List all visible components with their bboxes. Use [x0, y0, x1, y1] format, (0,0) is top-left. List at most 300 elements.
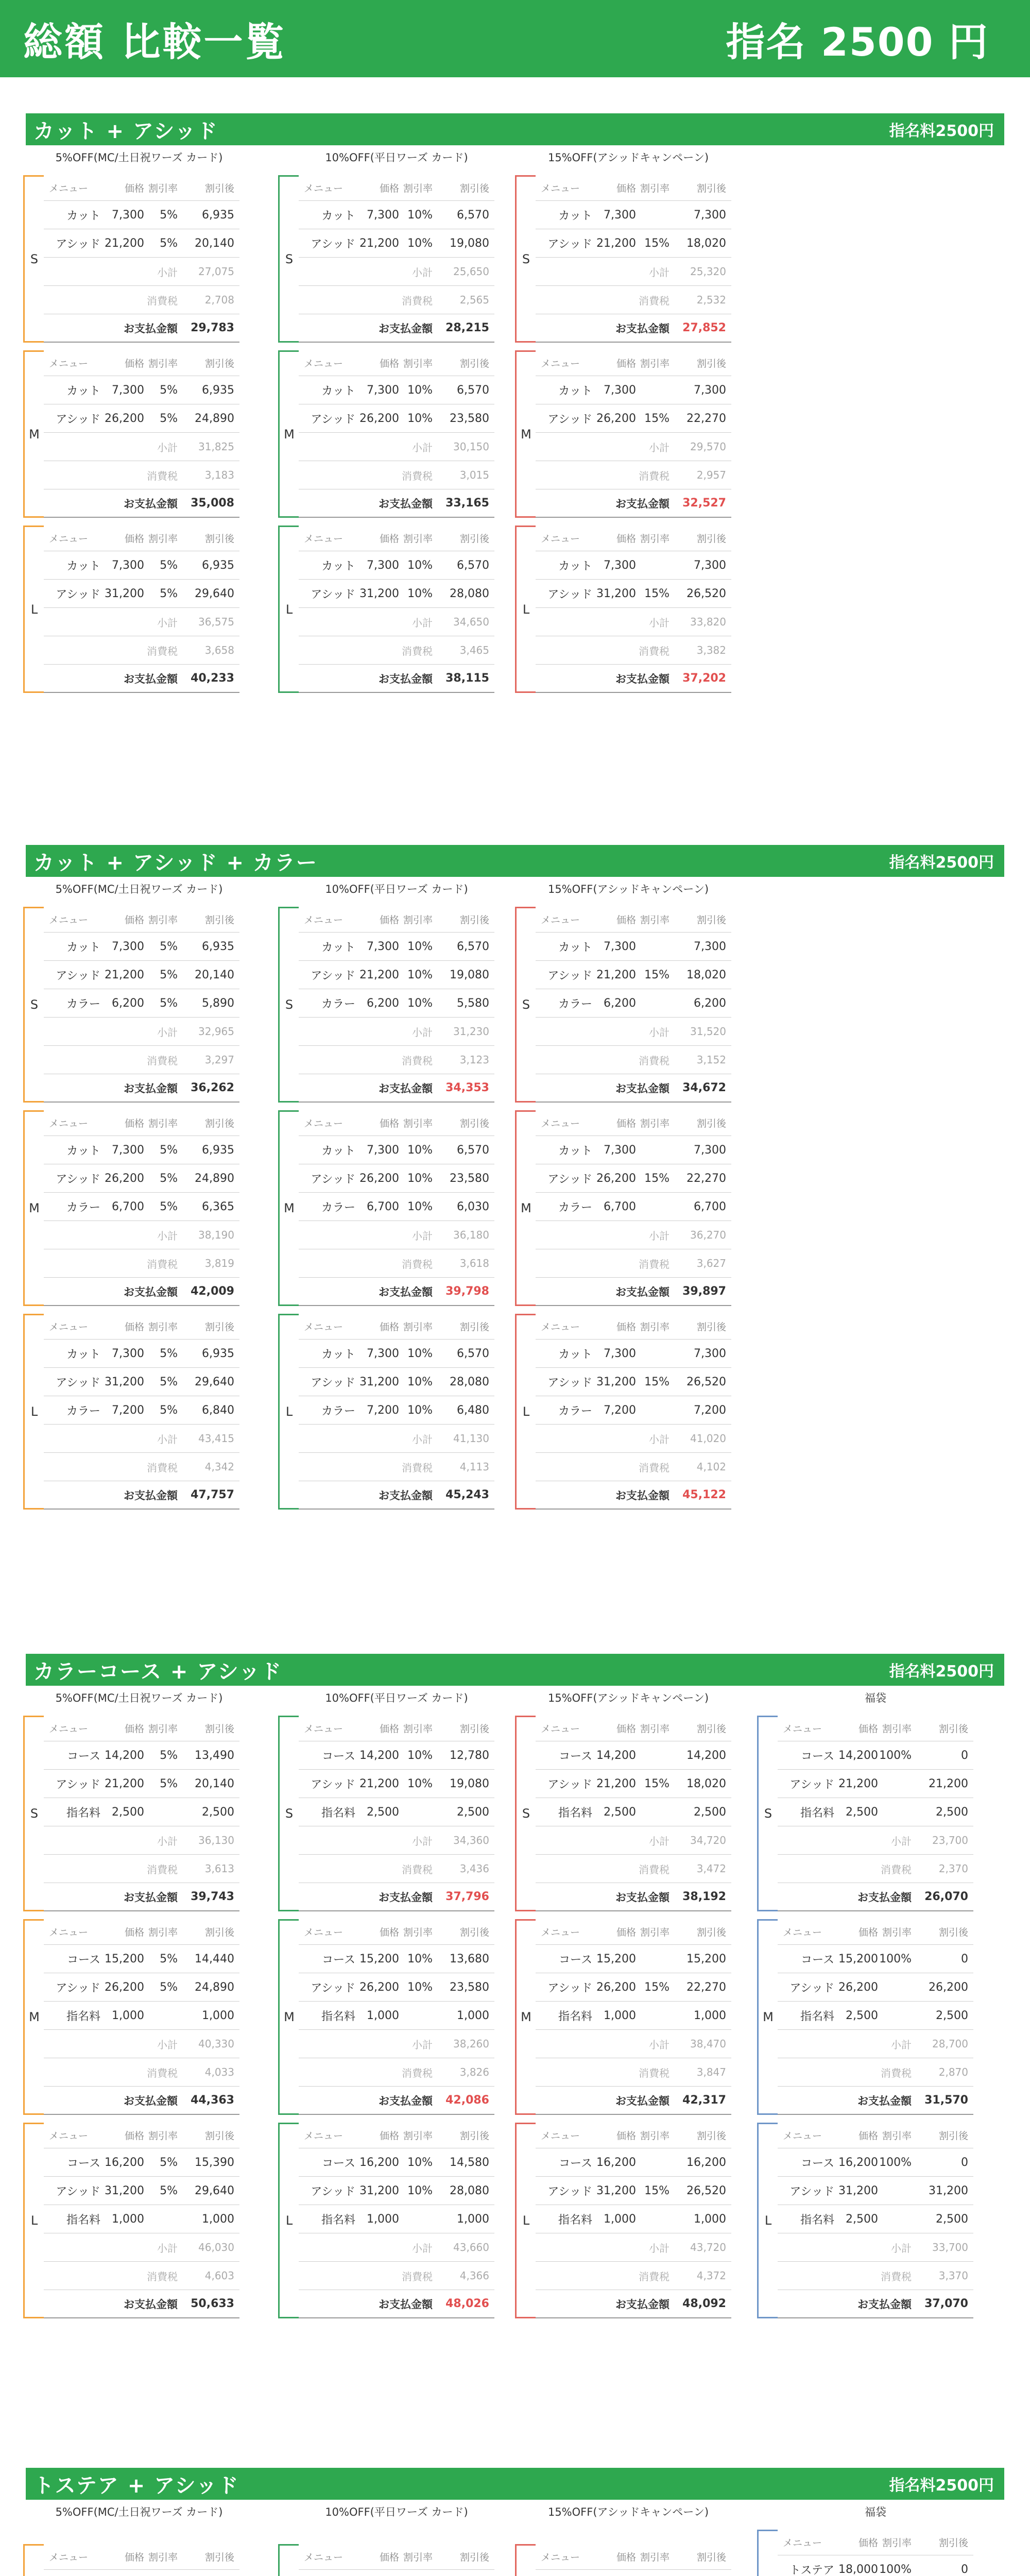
header-cell: 割引後 [204, 358, 234, 369]
table-row [299, 2002, 494, 2030]
size-bracket [278, 526, 299, 693]
size-label: M [284, 1201, 295, 1215]
discounted-price: 1,000 [202, 2009, 234, 2022]
table-header [536, 175, 731, 201]
menu-name: カラー [558, 997, 592, 1011]
price: 31,200 [359, 2184, 399, 2197]
table-row [299, 376, 494, 404]
total-label: お支払金額 [615, 1082, 670, 1095]
price: 14,200 [105, 1749, 144, 1762]
menu-name: アシッド [547, 588, 592, 601]
header-cell: 割引率 [882, 2537, 912, 2549]
price: 7,300 [604, 1143, 636, 1157]
price-table [44, 2123, 239, 2318]
header-cell: 価格 [379, 1118, 399, 1129]
header-cell: 価格 [616, 183, 636, 194]
table-row [536, 2148, 731, 2177]
column-label-c4: 福袋 [865, 2506, 886, 2518]
total-label: お支払金額 [379, 2094, 433, 2107]
table-row [778, 2177, 973, 2205]
header-cell: メニュー [783, 1927, 822, 1938]
table-row [299, 404, 494, 433]
menu-name: アシッド [56, 2185, 100, 2198]
price: 16,200 [359, 2156, 399, 2169]
menu-name: アシッド [547, 969, 592, 982]
price: 21,200 [596, 1777, 636, 1790]
header-cell: 価格 [616, 358, 636, 369]
subtotal-row [778, 1826, 973, 1855]
tax-row [44, 636, 239, 665]
table-row [778, 2205, 973, 2233]
discount-rate: 5% [160, 1777, 178, 1790]
header-cell: 割引率 [148, 183, 178, 194]
discounted-price: 29,640 [195, 1375, 234, 1388]
subtotal-value: 34,720 [690, 1834, 726, 1846]
size-label: L [522, 1404, 530, 1419]
tax-label: 消費税 [881, 2270, 912, 2283]
total-label: お支払金額 [857, 1891, 912, 1904]
discounted-price: 18,020 [686, 1777, 726, 1790]
tax-row [44, 1453, 239, 1481]
subtotal-label: 小計 [412, 2242, 433, 2255]
size-label: S [764, 1806, 772, 1821]
subtotal-value: 43,415 [198, 1432, 234, 1445]
table-row [778, 1741, 973, 1770]
subtotal-value: 36,130 [198, 1834, 234, 1846]
header-cell: 割引後 [204, 1118, 234, 1129]
discount-rate: 5% [160, 1200, 178, 1213]
price-card [278, 2544, 494, 2576]
subtotal-label: 小計 [649, 2038, 670, 2051]
header-cell: 割引率 [640, 2551, 670, 2563]
discount-rate: 10% [407, 968, 433, 981]
total-label: お支払金額 [615, 1891, 670, 1904]
total-label: お支払金額 [615, 2298, 670, 2311]
discount-rate: 10% [407, 558, 433, 572]
price: 16,200 [596, 2156, 636, 2169]
tax-value: 4,603 [204, 2269, 234, 2282]
total-value: 45,122 [682, 1488, 726, 1501]
subtotal-row [536, 1425, 731, 1453]
price: 15,200 [105, 1952, 144, 1965]
size-bracket [23, 907, 44, 1103]
price-table [536, 1716, 731, 1911]
price-card [515, 2544, 731, 2576]
header-cell: 割引後 [204, 914, 234, 926]
section-fee: 指名料2500円 [889, 854, 994, 872]
discounted-price: 28,080 [450, 587, 489, 600]
subtotal-row [778, 2030, 973, 2058]
price-card [278, 1110, 494, 1306]
header-cell: 割引後 [696, 1927, 726, 1938]
menu-name: アシッド [789, 1981, 834, 1995]
discount-rate: 15% [644, 236, 670, 250]
tax-value: 3,826 [459, 2066, 489, 2078]
tax-label: 消費税 [881, 1863, 912, 1876]
header-cell: メニュー [304, 1723, 344, 1735]
total-row [44, 1074, 239, 1103]
price: 7,300 [367, 940, 399, 953]
discounted-price: 2,500 [694, 1805, 726, 1819]
size-label: L [285, 602, 293, 617]
size-bracket [23, 2544, 44, 2576]
table-row [44, 376, 239, 404]
header-cell: メニュー [541, 2551, 580, 2563]
subtotal-label: 小計 [649, 266, 670, 279]
table-row [44, 1396, 239, 1425]
size-bracket [278, 1919, 299, 2115]
menu-name: コース [801, 2157, 834, 2170]
total-row [44, 314, 239, 343]
price: 26,200 [105, 1980, 144, 1994]
tax-label: 消費税 [147, 294, 178, 307]
header-cell: 割引率 [403, 1927, 433, 1938]
subtotal-row [44, 258, 239, 286]
size-label: M [29, 427, 40, 442]
discount-rate: 5% [160, 383, 178, 397]
size-bracket [278, 1110, 299, 1306]
discount-rate: 10% [407, 1143, 433, 1157]
subtotal-label: 小計 [157, 2242, 178, 2255]
discounted-price: 6,570 [457, 940, 489, 953]
subtotal-row [44, 2030, 239, 2058]
discounted-price: 29,640 [195, 2184, 234, 2197]
menu-name: 指名料 [66, 2010, 100, 2023]
discount-rate: 100% [879, 1749, 912, 1762]
header-cell: 価格 [616, 1927, 636, 1938]
tax-row [536, 1249, 731, 1278]
table-row [299, 1945, 494, 1973]
menu-name: 指名料 [66, 1806, 100, 1820]
price-card [23, 1716, 239, 1911]
header-cell: 価格 [124, 914, 144, 926]
menu-name: コース [67, 2157, 100, 2170]
price: 18,000 [838, 2563, 878, 2576]
column-label-c1: 5%OFF(MC/土日祝ワーズ カード) [55, 883, 223, 895]
subtotal-row [299, 1018, 494, 1046]
subtotal-label: 小計 [649, 1229, 670, 1242]
discounted-price: 14,200 [686, 1749, 726, 1762]
total-value: 42,317 [682, 2094, 726, 2107]
size-bracket [515, 350, 536, 518]
subtotal-row [44, 1425, 239, 1453]
discount-rate: 5% [160, 2156, 178, 2169]
header-cell: 割引率 [148, 2551, 178, 2563]
size-label: M [29, 2010, 40, 2024]
total-label: お支払金額 [379, 1082, 433, 1095]
total-row [778, 2290, 973, 2318]
column-label-c1: 5%OFF(MC/土日祝ワーズ カード) [55, 151, 223, 164]
tax-label: 消費税 [639, 1054, 670, 1067]
discounted-price: 19,080 [450, 968, 489, 981]
price-table [536, 350, 731, 518]
subtotal-label: 小計 [649, 1835, 670, 1848]
column-label-c3: 15%OFF(アシッドキャンペーン) [547, 1692, 709, 1704]
menu-name: アシッド [547, 413, 592, 426]
price: 21,200 [596, 236, 636, 250]
header-cell: メニュー [49, 183, 89, 194]
price-card [23, 1110, 239, 1306]
subtotal-value: 31,825 [198, 440, 234, 453]
discount-rate: 15% [644, 1980, 670, 1994]
table-row [536, 404, 731, 433]
price: 7,300 [112, 208, 144, 222]
table-header [299, 1314, 494, 1340]
menu-name: コース [559, 1953, 592, 1967]
total-row [299, 665, 494, 693]
header-cell: 割引率 [640, 1118, 670, 1129]
menu-name: 指名料 [321, 2010, 355, 2023]
header-cell: メニュー [541, 2130, 580, 2142]
size-label: M [521, 427, 531, 442]
total-row [536, 2087, 731, 2115]
discounted-price: 22,270 [686, 1980, 726, 1994]
menu-name: アシッド [311, 2185, 355, 2198]
menu-name: 指名料 [558, 2010, 592, 2023]
discounted-price: 6,935 [202, 208, 234, 222]
table-row [299, 551, 494, 580]
tax-label: 消費税 [147, 469, 178, 482]
price: 31,200 [838, 2184, 878, 2197]
subtotal-value: 25,650 [453, 265, 489, 278]
header-cell: 価格 [616, 533, 636, 545]
size-bracket [23, 1716, 44, 1911]
header-cell: 割引率 [640, 183, 670, 194]
discounted-price: 31,200 [929, 2184, 968, 2197]
table-header [44, 2544, 239, 2570]
discount-rate: 100% [879, 2563, 912, 2576]
table-row [299, 1368, 494, 1396]
subtotal-row [536, 2030, 731, 2058]
discount-rate: 10% [407, 1200, 433, 1213]
size-label: S [30, 997, 39, 1012]
price: 6,700 [604, 1200, 636, 1213]
table-row [44, 989, 239, 1018]
price: 26,200 [359, 1980, 399, 1994]
header-cell: メニュー [541, 914, 580, 926]
header-cell: 割引率 [403, 2551, 433, 2563]
discounted-price: 6,935 [202, 1347, 234, 1360]
subtotal-label: 小計 [157, 1433, 178, 1446]
tax-value: 3,613 [204, 1862, 234, 1875]
header-cell: 割引率 [403, 358, 433, 369]
subtotal-row [536, 258, 731, 286]
total-row [44, 489, 239, 518]
discount-rate: 10% [407, 1980, 433, 1994]
price: 31,200 [105, 587, 144, 600]
header-cell: 割引後 [459, 533, 489, 545]
header-cell: メニュー [304, 2130, 344, 2142]
price-card [515, 350, 731, 518]
subtotal-value: 34,650 [453, 616, 489, 628]
table-row [44, 2205, 239, 2233]
price: 31,200 [596, 2184, 636, 2197]
header-cell: 価格 [616, 1118, 636, 1129]
header-cell: 価格 [124, 533, 144, 545]
price: 7,300 [112, 1347, 144, 1360]
price-table [299, 350, 494, 518]
total-row [536, 1278, 731, 1306]
price-table [778, 2530, 973, 2576]
price-table [536, 175, 731, 343]
tax-value: 4,033 [204, 2066, 234, 2078]
size-bracket [757, 1919, 778, 2115]
table-row [44, 1164, 239, 1193]
price: 7,300 [112, 1143, 144, 1157]
size-label: S [285, 997, 294, 1012]
menu-name: アシッド [547, 1173, 592, 1186]
table-row [536, 551, 731, 580]
price: 2,500 [846, 1805, 878, 1819]
menu-name: カラー [558, 1201, 592, 1214]
header-cell: 割引率 [148, 914, 178, 926]
price-table [44, 2544, 239, 2576]
menu-name: カラー [66, 1404, 100, 1418]
table-row [299, 2148, 494, 2177]
subtotal-value: 41,130 [453, 1432, 489, 1445]
total-value: 26,070 [924, 1890, 968, 1903]
price: 2,500 [112, 1805, 144, 1819]
header-cell: メニュー [783, 1723, 822, 1735]
price-card [515, 907, 731, 1103]
price: 7,300 [367, 558, 399, 572]
discounted-price: 23,580 [450, 1172, 489, 1185]
header-cell: 価格 [858, 1723, 878, 1735]
discounted-price: 20,140 [195, 968, 234, 981]
discounted-price: 21,200 [929, 1777, 968, 1790]
table-row [299, 201, 494, 229]
header-cell: メニュー [541, 358, 580, 369]
header-cell: メニュー [541, 533, 580, 545]
price-card [278, 1716, 494, 1911]
total-row [536, 1883, 731, 1911]
discounted-price: 6,840 [202, 1403, 234, 1417]
table-row [299, 933, 494, 961]
price: 6,200 [367, 996, 399, 1010]
discounted-price: 6,935 [202, 940, 234, 953]
header-cell: 価格 [616, 914, 636, 926]
header-cell: 割引率 [640, 1723, 670, 1735]
discounted-price: 6,570 [457, 383, 489, 397]
total-value: 39,798 [445, 1285, 489, 1298]
price-card [23, 907, 239, 1103]
subtotal-label: 小計 [412, 441, 433, 454]
tax-value: 3,183 [204, 469, 234, 481]
discount-rate: 15% [644, 412, 670, 425]
discount-rate: 10% [407, 236, 433, 250]
subtotal-row [536, 608, 731, 636]
menu-name: アシッド [56, 1981, 100, 1995]
total-label: お支払金額 [857, 2298, 912, 2311]
menu-name: カット [66, 384, 100, 398]
discount-rate: 100% [879, 1952, 912, 1965]
price: 6,200 [604, 996, 636, 1010]
price: 31,200 [359, 587, 399, 600]
header-cell: メニュー [304, 2551, 344, 2563]
discounted-price: 6,480 [457, 1403, 489, 1417]
header-cell: 価格 [379, 533, 399, 545]
table-header [44, 1716, 239, 1741]
table-row [536, 1340, 731, 1368]
subtotal-value: 27,075 [198, 265, 234, 278]
discounted-price: 22,270 [686, 1172, 726, 1185]
subtotal-row [44, 1018, 239, 1046]
table-header [778, 1919, 973, 1945]
size-bracket [23, 2123, 44, 2318]
total-value: 42,086 [445, 2094, 489, 2107]
total-row [44, 665, 239, 693]
discounted-price: 7,200 [694, 1403, 726, 1417]
table-row [299, 1741, 494, 1770]
table-row [299, 1193, 494, 1221]
discount-rate: 10% [407, 1777, 433, 1790]
price: 7,300 [112, 558, 144, 572]
header-cell: 割引後 [459, 2130, 489, 2142]
table-row [44, 961, 239, 989]
subtotal-label: 小計 [157, 441, 178, 454]
tax-label: 消費税 [402, 469, 433, 482]
size-bracket [515, 907, 536, 1103]
total-row [299, 1278, 494, 1306]
discounted-price: 7,300 [694, 1143, 726, 1157]
subtotal-value: 46,030 [198, 2241, 234, 2253]
total-row [536, 665, 731, 693]
discount-rate: 5% [160, 587, 178, 600]
subtotal-value: 25,320 [690, 265, 726, 278]
price: 2,500 [846, 2009, 878, 2022]
price: 2,500 [367, 1805, 399, 1819]
discount-rate: 15% [644, 968, 670, 981]
subtotal-label: 小計 [412, 266, 433, 279]
discounted-price: 13,490 [195, 1749, 234, 1762]
subtotal-row [536, 1826, 731, 1855]
tax-value: 3,465 [459, 644, 489, 656]
discount-rate: 10% [407, 1375, 433, 1388]
menu-name: カラー [321, 1201, 355, 1214]
size-label: M [284, 427, 295, 442]
subtotal-row [44, 433, 239, 461]
tax-value: 3,015 [459, 469, 489, 481]
discounted-price: 7,300 [694, 940, 726, 953]
price: 7,300 [112, 383, 144, 397]
table-row [44, 229, 239, 258]
subtotal-label: 小計 [412, 1835, 433, 1848]
nomination-price: 指名 2500 円 [726, 19, 989, 65]
discounted-price: 6,200 [694, 996, 726, 1010]
menu-name: アシッド [56, 238, 100, 251]
price: 26,200 [359, 1172, 399, 1185]
table-row [44, 2148, 239, 2177]
menu-name: アシッド [311, 588, 355, 601]
total-row [536, 2290, 731, 2318]
menu-name: アシッド [547, 1778, 592, 1791]
subtotal-value: 34,360 [453, 1834, 489, 1846]
size-label: S [285, 1806, 294, 1821]
table-header [44, 526, 239, 551]
size-bracket [23, 175, 44, 343]
price-card [278, 1919, 494, 2115]
tax-row [44, 2262, 239, 2290]
subtotal-value: 31,230 [453, 1025, 489, 1038]
menu-name: アシッド [56, 588, 100, 601]
table-header [778, 2530, 973, 2555]
header-cell: メニュー [304, 358, 344, 369]
subtotal-row [299, 2233, 494, 2262]
discount-rate: 15% [644, 1777, 670, 1790]
header-cell: 価格 [379, 1321, 399, 1333]
menu-name: カット [321, 1348, 355, 1361]
tax-value: 3,658 [204, 644, 234, 656]
